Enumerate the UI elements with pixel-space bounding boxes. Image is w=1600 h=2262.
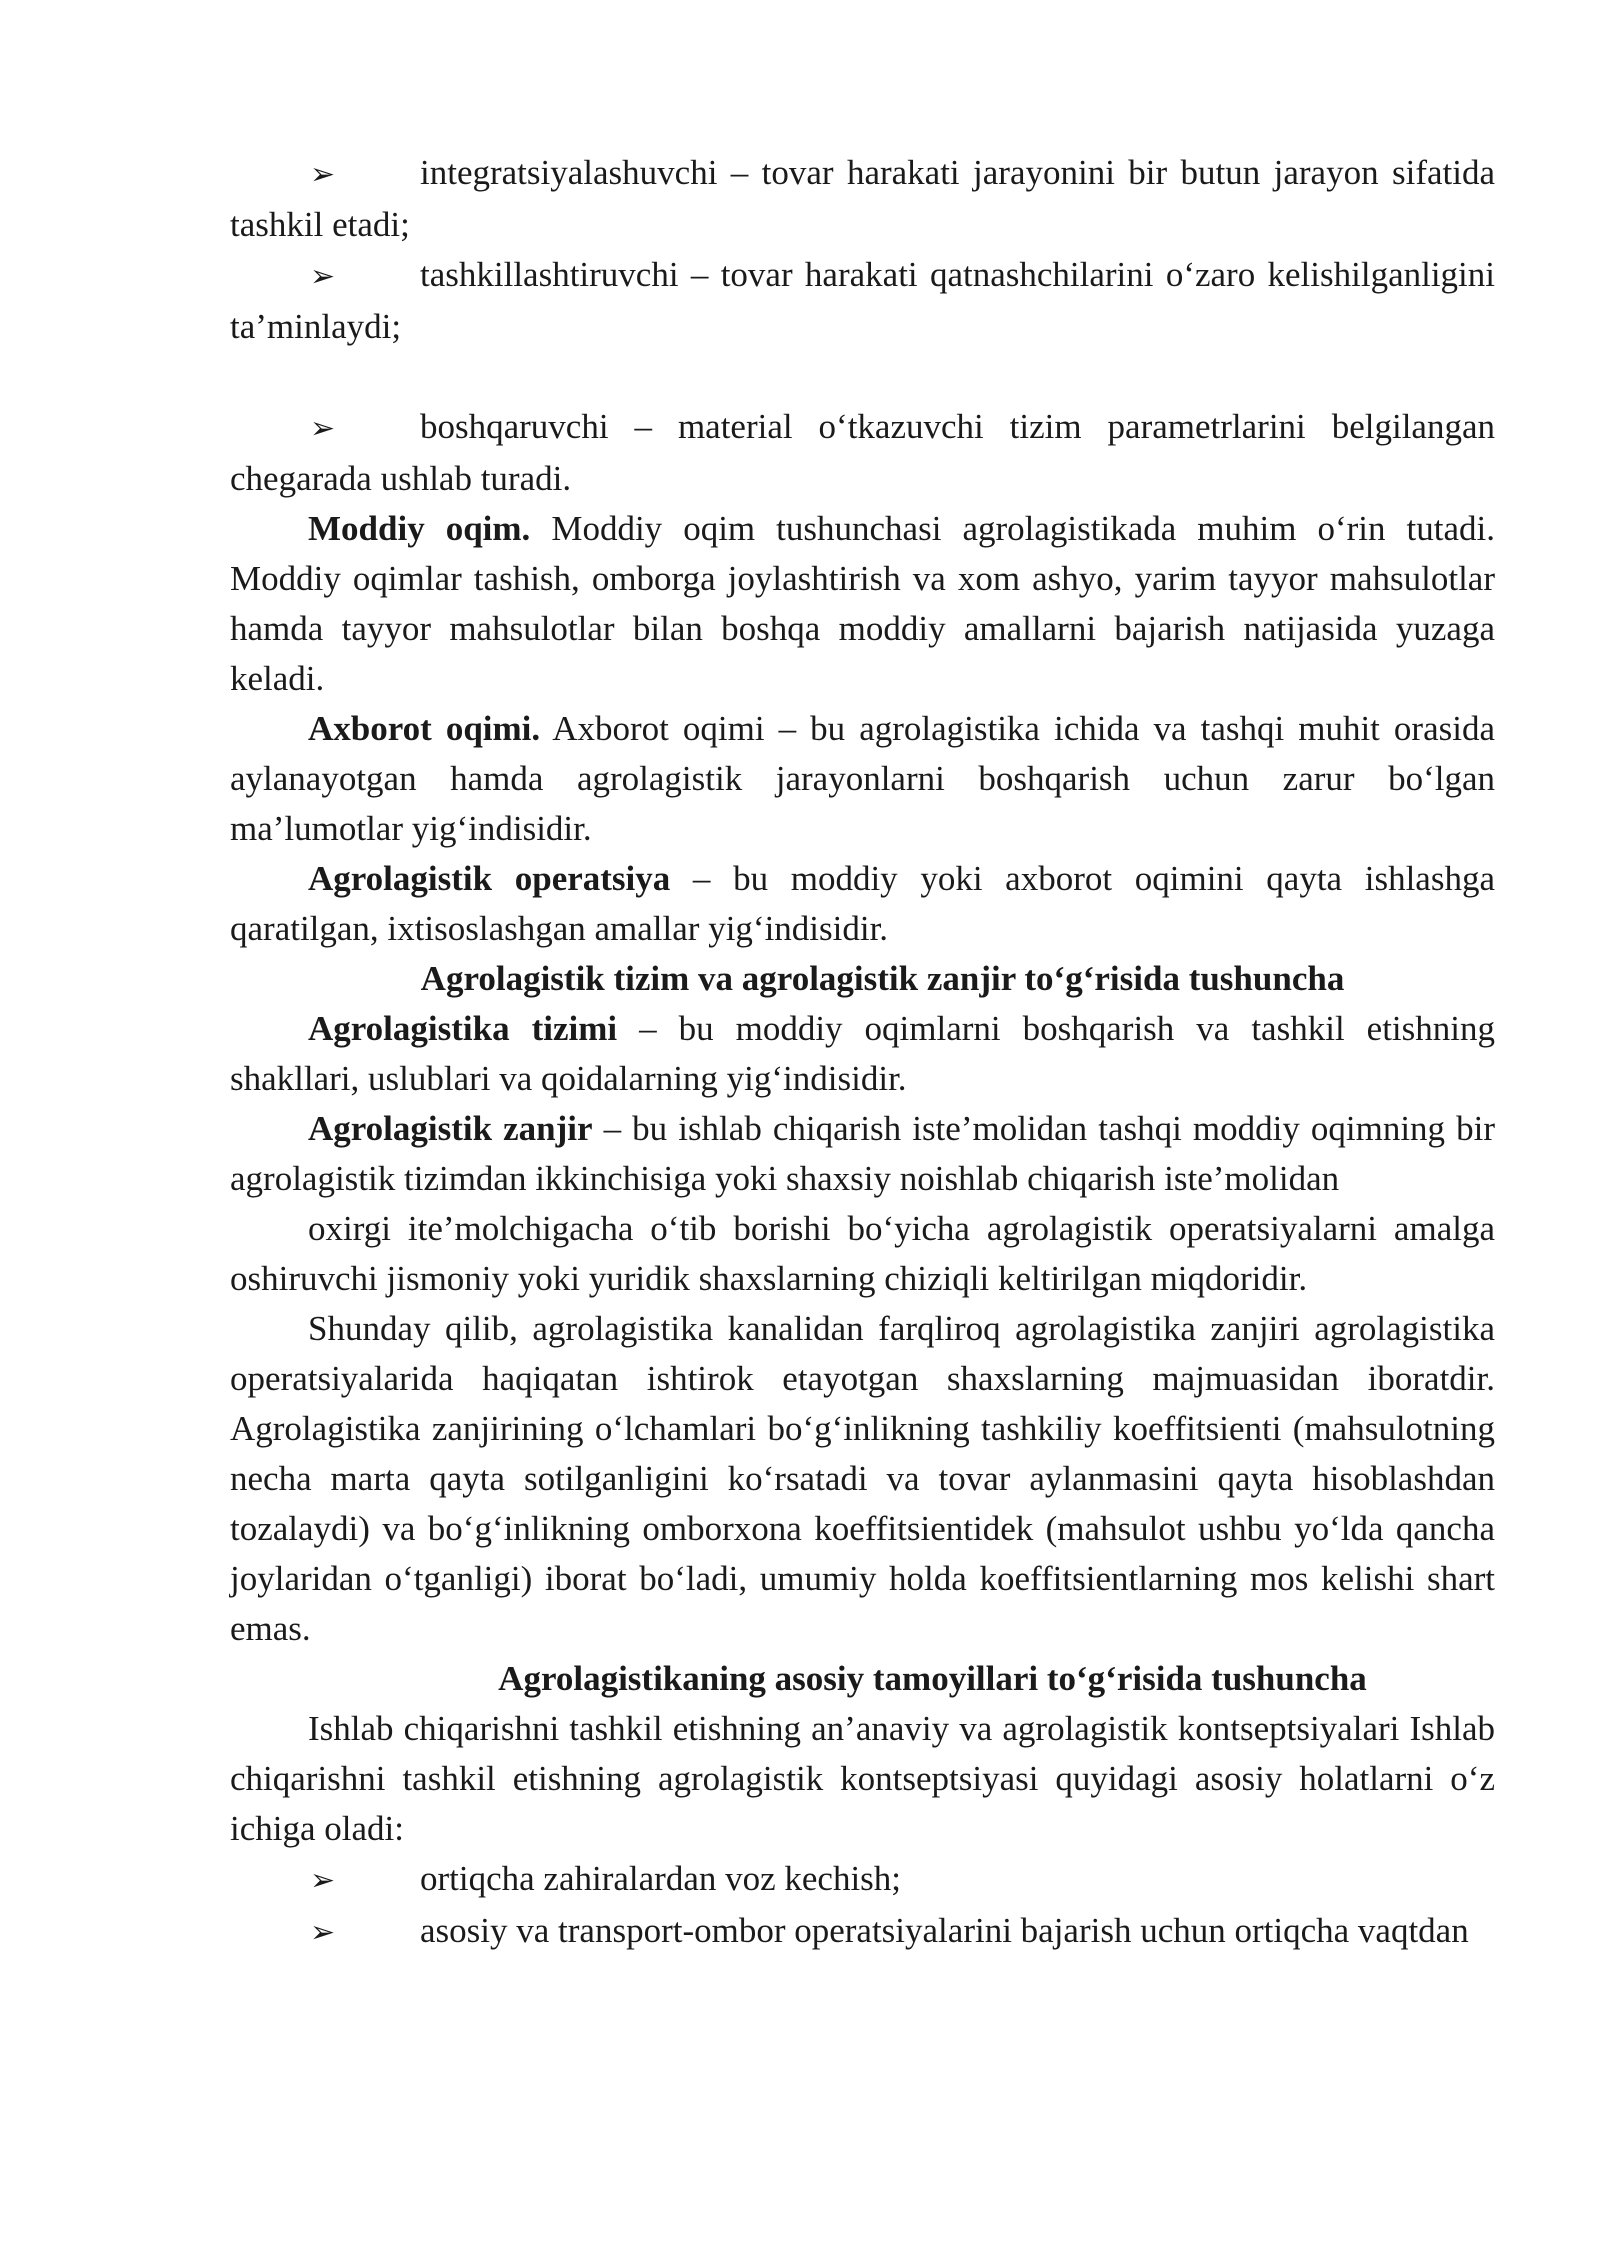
definition-moddiy-oqim: Moddiy oqim tushunchasi agrolagistikada muhim o‘rin tutadi. Moddiy oqimlar tashish, omborga joylashtirish va xom ashyo, yarim tayyor mahsulotlar hamda tayyor mahsulotlar bilan boshqa moddiy amallarni bajarish natijasida yuzaga keladi. bbox=[230, 509, 1495, 698]
definition-agrolagistika-tizimi: – bu moddiy oqimlarni boshqarish va tashkil etishning shakllari, uslublari va qoidalarning yig‘indisidir. bbox=[230, 1009, 1495, 1098]
term-axborot-oqimi: Axborot oqimi. bbox=[308, 709, 541, 748]
arrowhead-bullet-icon: ➢ bbox=[310, 1915, 336, 1950]
term-agrolagistik-zanjir: Agrolagistik zanjir bbox=[308, 1109, 593, 1148]
section-heading-tamoyillar: Agrolagistikaning asosiy tamoyillari to‘g‘risida tushuncha bbox=[498, 1659, 1367, 1698]
definition-axborot-oqimi: Axborot oqimi – bu agrolagistika ichida va tashqi muhit orasida aylanayotgan hamda agrolagistik jarayonlarni boshqarish uchun zarur bo‘lgan ma’lumotlar yig‘indisidir. bbox=[230, 709, 1495, 848]
arrowhead-bullet-icon: ➢ bbox=[310, 157, 336, 192]
term-agrolagistika-tizimi: Agrolagistika tizimi bbox=[308, 1009, 618, 1048]
definition-agrolagistik-zanjir: – bu ishlab chiqarish iste’molidan tashqi moddiy oqimning bir agrolagistik tizimdan ikkinchisiga yoki shaxsiy noishlab chiqarish iste’molidan bbox=[230, 1109, 1495, 1198]
paragraph-agrolagistik-operatsiya bbox=[230, 854, 1495, 954]
bullet-text: tashkillashtiruvchi – tovar harakati qatnashchilarini o‘zaro kelishilganligini ta’minlaydi; bbox=[230, 255, 1495, 346]
blank-line bbox=[230, 352, 1495, 402]
bullet-text: ortiqcha zahiralardan voz kechish; bbox=[420, 1859, 902, 1898]
paragraph-shunday-qilib: Shunday qilib, agrolagistika kanalidan farqliroq agrolagistika zanjiri agrolagistika operatsiyalarida haqiqatan ishtirok etayotgan shaxslarning majmuasidan iboratdir. Agrolagistika zanjirining o‘lchamlari bo‘g‘inlikning tashkiliy koeffitsienti (mahsulotning necha marta qayta sotilganligini ko‘rsatadi va tovar aylanmasini qayta hisoblashdan tozalaydi) va bo‘g‘inlikning omborxona koeffitsientidek (mahsulot ushbu yo‘lda qancha joylaridan o‘tganligi) iborat bo‘ladi, umumiy holda koeffitsientlarning mos kelishi shart emas. bbox=[230, 1309, 1495, 1648]
arrowhead-bullet-icon: ➢ bbox=[310, 1863, 336, 1898]
arrowhead-bullet-icon: ➢ bbox=[310, 411, 336, 446]
bullet-item-asosiy-transport bbox=[230, 1906, 1495, 1958]
bullet-text: boshqaruvchi – material o‘tkazuvchi tizim parametrlarini belgilangan chegarada ushlab turadi. bbox=[230, 407, 1495, 498]
paragraph-agrolagistika-tizimi bbox=[230, 1004, 1495, 1104]
paragraph-ishlab-chiqarish: Ishlab chiqarishni tashkil etishning an’anaviy va agrolagistik kontseptsiyalari Ishlab chiqarishni tashkil etishning agrolagistik kontseptsiyasi quyidagi asosiy holatlarni o‘z ichiga oladi: bbox=[230, 1709, 1495, 1848]
bullet-item-tashkillashtiruvchi bbox=[230, 250, 1495, 352]
term-agrolagistik-operatsiya: Agrolagistik operatsiya bbox=[308, 859, 671, 898]
term-moddiy-oqim: Moddiy oqim. bbox=[308, 509, 531, 548]
bullet-item-integratsiyalashuvchi bbox=[230, 148, 1495, 250]
paragraph-moddiy-oqim bbox=[230, 504, 1495, 704]
bullet-item-ortiqcha-zahiralar bbox=[230, 1854, 1495, 1906]
bullet-item-boshqaruvchi bbox=[230, 402, 1495, 504]
paragraph-agrolagistik-zanjir bbox=[230, 1104, 1495, 1204]
bullet-text: asosiy va transport-ombor operatsiyalarini bajarish uchun ortiqcha vaqtdan bbox=[420, 1911, 1469, 1950]
paragraph-zanjir-continued: oxirgi ite’molchigacha o‘tib borishi bo‘yicha agrolagistik operatsiyalarni amalga oshiruvchi jismoniy yoki yuridik shaxslarning chiziqli keltirilgan miqdoridir. bbox=[230, 1209, 1495, 1298]
definition-agrolagistik-operatsiya: – bu moddiy yoki axborot oqimini qayta ishlashga qaratilgan, ixtisoslashgan amallar yig‘indisidir. bbox=[230, 859, 1495, 948]
section-heading-tizim-zanjir: Agrolagistik tizim va agrolagistik zanjir to‘g‘risida tushuncha bbox=[420, 959, 1345, 998]
paragraph-axborot-oqimi bbox=[230, 704, 1495, 854]
bullet-text: integratsiyalashuvchi – tovar harakati jarayonini bir butun jarayon sifatida tashkil etadi; bbox=[230, 153, 1495, 244]
document-page bbox=[230, 148, 1495, 1958]
arrowhead-bullet-icon: ➢ bbox=[310, 259, 336, 294]
